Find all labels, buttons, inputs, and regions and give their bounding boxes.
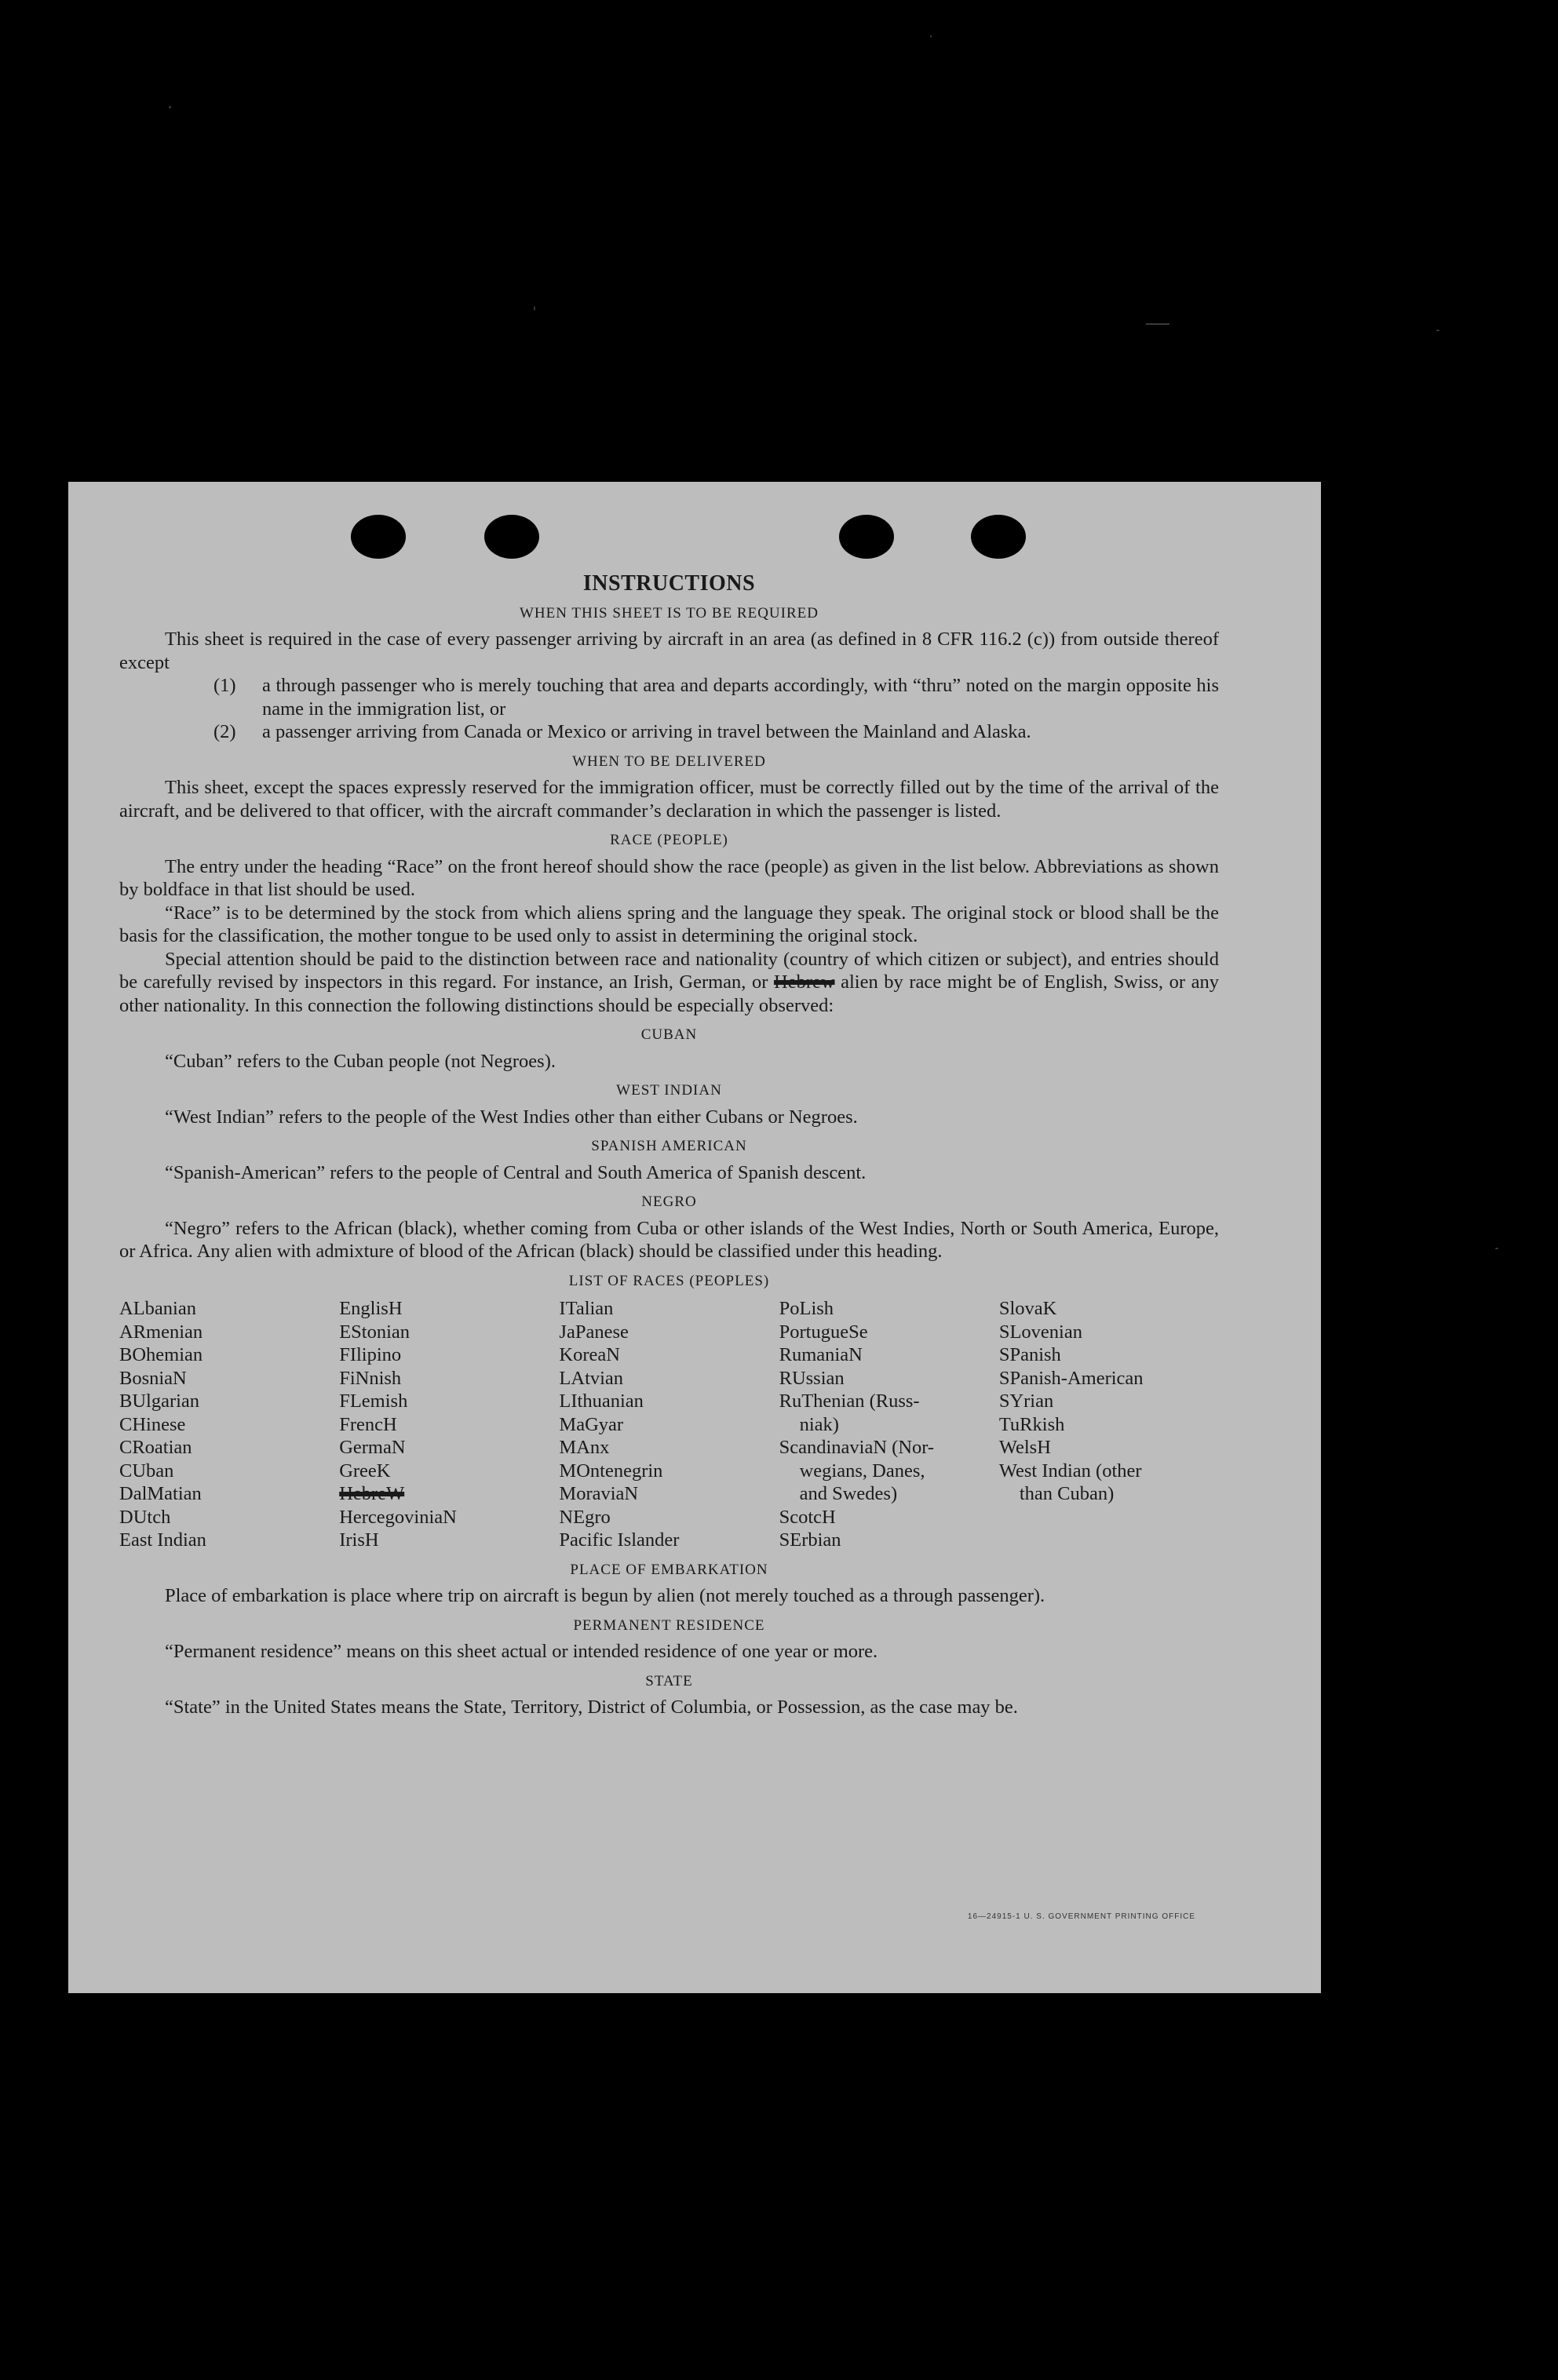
race-paragraph-1: The entry under the heading “Race” on the front hereof should show the race (people) as given in the list below. Abbreviations as shown by boldface in that list should be used.	[119, 855, 1219, 900]
race-entry: ScotcH	[779, 1506, 836, 1528]
spanish-american-text: “Spanish-American” refers to the people of Central and South America of Spanish descent.	[165, 1161, 867, 1183]
negro-text: “Negro” refers to the African (black), whether coming from Cuba or other islands of the West Indies, North or South America, Europe, or Africa. Any alien with admixture of blood of the African (black) should be classified under this heading.	[119, 1217, 1219, 1262]
permanent-residence-text: “Permanent residence” means on this sheet actual or intended residence of one year or more.	[165, 1641, 878, 1662]
printer-footer: 16—24915-1 U. S. GOVERNMENT PRINTING OFFICE	[967, 1912, 1195, 1921]
race-entry: HebreW	[339, 1483, 405, 1504]
races-column-4	[779, 1297, 999, 1552]
race-entry: BOhemian	[119, 1344, 203, 1365]
heading-list-of-races: LIST OF RACES (PEOPLES)	[568, 1272, 770, 1289]
struck-word: Hebrew	[774, 971, 835, 993]
race-entry: Pacific Islander	[559, 1529, 680, 1551]
races-column-2	[339, 1297, 559, 1552]
race-paragraph-3-start: Special attention should be paid to the distinction between race and nationality (country of which citizen or subject), and entries should be carefully revised by inspectors in this regard. For instance, an Irish, German, or	[119, 948, 1219, 993]
races-column-3	[559, 1297, 779, 1552]
races-column-1	[119, 1297, 339, 1552]
race-entry: GreeK	[339, 1460, 391, 1482]
race-entry: HercegoviniaN	[339, 1506, 457, 1528]
film-speck	[169, 106, 171, 108]
race-entry: FIlipino	[339, 1344, 402, 1365]
place-of-embarkation-text: Place of embarkation is place where trip on aircraft is begun by alien (not merely touched as a through passenger).	[165, 1585, 1045, 1606]
race-entry: and Swedes)	[799, 1483, 898, 1504]
heading-when-delivered: WHEN TO BE DELIVERED	[572, 753, 766, 770]
race-entry: TuRkish	[998, 1413, 1065, 1435]
race-entry: SPanish-American	[998, 1367, 1144, 1389]
film-speck	[1436, 330, 1439, 331]
race-entry: SPanish	[998, 1344, 1061, 1365]
race-entry: FrencH	[339, 1413, 397, 1435]
race-entry: SlovaK	[998, 1298, 1057, 1319]
race-entry: FiNnish	[339, 1367, 402, 1389]
race-entry: than Cuban)	[1019, 1483, 1115, 1504]
race-entry: RuThenian (Russ-	[779, 1390, 920, 1412]
page-title: INSTRUCTIONS	[582, 571, 756, 596]
race-entry: MOntenegrin	[559, 1460, 663, 1482]
race-entry: RUssian	[779, 1367, 845, 1389]
west-indian-text: “West Indian” refers to the people of the West Indies other than either Cubans or Negroes.	[165, 1106, 858, 1128]
when-required-intro: This sheet is required in the case of every passenger arriving by aircraft in an area (as defined in 8 CFR 116.2 (c)) from outside thereof except	[119, 629, 1219, 673]
heading-cuban: CUBAN	[640, 1026, 698, 1043]
race-entry: wegians, Danes,	[799, 1460, 925, 1482]
race-entry: DUtch	[119, 1506, 171, 1528]
race-entry: CRoatian	[119, 1437, 192, 1458]
race-entry: PortugueSe	[779, 1321, 868, 1343]
race-entry: GermaN	[339, 1437, 406, 1458]
film-speck	[534, 306, 535, 311]
punch-hole	[484, 515, 539, 559]
document-body	[119, 572, 1219, 1719]
race-entry: MoraviaN	[559, 1483, 639, 1504]
race-entry: WelsH	[998, 1437, 1051, 1458]
film-speck	[1146, 323, 1169, 325]
race-entry: MaGyar	[559, 1413, 624, 1435]
race-entry: BUlgarian	[119, 1390, 200, 1412]
heading-negro: NEGRO	[641, 1194, 697, 1210]
race-entry: West Indian (other	[998, 1460, 1142, 1482]
race-entry: FLemish	[339, 1390, 408, 1412]
film-speck	[930, 35, 932, 38]
races-column-5	[999, 1297, 1219, 1552]
race-entry: PoLish	[779, 1298, 834, 1319]
race-entry: SYrian	[998, 1390, 1054, 1412]
race-entry: CHinese	[119, 1413, 186, 1435]
race-entry: EnglisH	[339, 1298, 403, 1319]
heading-when-required: WHEN THIS SHEET IS TO BE REQUIRED	[520, 604, 819, 621]
race-entry: LIthuanian	[559, 1390, 644, 1412]
cuban-text: “Cuban” refers to the Cuban people (not Negroes).	[165, 1050, 556, 1072]
race-entry: IrisH	[339, 1529, 379, 1551]
heading-state: STATE	[645, 1672, 693, 1689]
race-entry: ITalian	[559, 1298, 614, 1319]
heading-permanent-residence: PERMANENT RESIDENCE	[573, 1616, 765, 1634]
race-entry: ScandinaviaN (Nor-	[779, 1437, 935, 1458]
race-entry: CUban	[119, 1460, 174, 1482]
race-entry: NEgro	[559, 1506, 611, 1528]
when-delivered-text: This sheet, except the spaces expressly reserved for the immigration officer, must be correctly filled out by the time of the arrival of the aircraft, and be delivered to that officer, with the aircraft commander’s declaration in which the passenger is listed.	[119, 777, 1219, 822]
race-entry: ARmenian	[119, 1321, 203, 1343]
exception-item-2	[213, 720, 1219, 744]
race-entry: EStonian	[339, 1321, 410, 1343]
item-number: (2)	[213, 721, 236, 742]
heading-west-indian: WEST INDIAN	[616, 1082, 722, 1099]
race-entry: niak)	[799, 1413, 839, 1435]
punch-hole	[351, 515, 406, 559]
race-entry: DalMatian	[119, 1483, 202, 1504]
heading-spanish-american: SPANISH AMERICAN	[591, 1138, 747, 1154]
race-paragraph-2: “Race” is to be determined by the stock from which aliens spring and the language they speak. The original stock or blood shall be the basis for the classification, the mother tongue to be used only to assist in determining the original stock.	[119, 902, 1219, 946]
heading-place-of-embarkation: PLACE OF EMBARKATION	[570, 1561, 768, 1578]
race-paragraph-3	[119, 948, 1219, 1018]
race-entry: RumaniaN	[779, 1344, 863, 1365]
race-entry: LAtvian	[559, 1367, 624, 1389]
race-entry: SErbian	[779, 1529, 841, 1551]
film-speck	[1495, 1248, 1498, 1249]
heading-race: RACE (PEOPLE)	[610, 832, 728, 848]
race-entry: ALbanian	[119, 1298, 196, 1319]
instruction-sheet	[68, 482, 1321, 1993]
exception-item-1	[213, 674, 1219, 720]
state-text: “State” in the United States means the State, Territory, District of Columbia, or Possession, as the case may be.	[165, 1697, 1018, 1718]
race-entry: SLovenian	[998, 1321, 1082, 1343]
item-text: a passenger arriving from Canada or Mexico or arriving in travel between the Mainland and Alaska.	[262, 721, 1031, 742]
race-entry: MAnx	[559, 1437, 610, 1458]
race-entry: JaPanese	[559, 1321, 629, 1343]
races-list	[119, 1297, 1219, 1552]
punch-hole	[839, 515, 894, 559]
race-entry: KoreaN	[559, 1344, 620, 1365]
item-number: (1)	[213, 675, 236, 696]
item-text: a through passenger who is merely touching that area and departs accordingly, with “thru” noted on the margin opposite his name in the immigration list, or	[262, 675, 1219, 720]
race-paragraph-3-end: alien by race might be of English, Swiss, or any other nationality. In this connection the following distinctions should be especially observed:	[119, 971, 1219, 1016]
punch-hole	[971, 515, 1026, 559]
race-entry: East Indian	[119, 1529, 206, 1551]
race-entry: BosniaN	[119, 1367, 187, 1389]
